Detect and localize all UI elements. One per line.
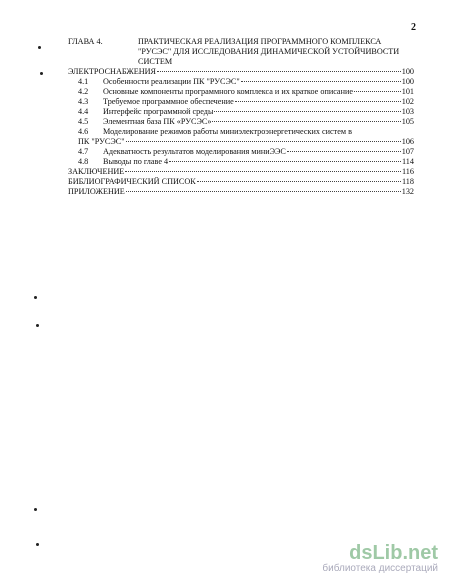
toc-row (68, 97, 414, 107)
dot-leader (212, 121, 400, 122)
chapter-title: ПРАКТИЧЕСКАЯ РЕАЛИЗАЦИЯ ПРОГРАММНОГО КОМПЛЕКСА "РУСЭС" ДЛЯ ИССЛЕДОВАНИЯ ДИНАМИЧЕСКОЙ УСТОЙЧИВОСТИ СИСТЕМ (138, 37, 400, 66)
toc-row (68, 117, 414, 127)
scan-speck (38, 46, 41, 49)
section-page: 106 (401, 137, 414, 146)
section-number: 4.6 (78, 127, 89, 136)
back-matter-page: 118 (402, 177, 414, 186)
toc-row-back-matter (68, 167, 414, 177)
scan-speck (40, 72, 43, 75)
section-page: 114 (402, 157, 414, 166)
scan-speck (36, 543, 39, 546)
scan-speck (34, 296, 37, 299)
chapter-number: ГЛАВА 4. (68, 37, 103, 46)
section-page: 102 (401, 97, 414, 106)
chapter-title-cont-text: ЭЛЕКТРОСНАБЖЕНИЯ (68, 67, 156, 76)
dot-leader (126, 191, 401, 192)
dot-leader (157, 71, 401, 72)
section-page: 101 (401, 87, 414, 96)
page-number: 2 (411, 22, 416, 33)
chapter-page: 100 (401, 67, 414, 76)
section-page: 100 (401, 77, 414, 86)
section-number: 4.3 (78, 97, 89, 106)
scan-speck (34, 508, 37, 511)
section-title: Основные компоненты программного комплекса и их краткое описание (103, 87, 353, 96)
dot-leader (235, 101, 401, 102)
toc-row (68, 107, 414, 117)
back-matter-page: 116 (402, 167, 414, 176)
dot-leader (169, 161, 401, 162)
back-matter-title: ЗАКЛЮЧЕНИЕ (68, 167, 125, 176)
dot-leader (214, 111, 400, 112)
back-matter-page: 132 (401, 187, 414, 196)
toc-row (68, 77, 414, 87)
back-matter-title: ПРИЛОЖЕНИЕ (68, 187, 125, 196)
toc-row (68, 147, 414, 157)
dot-leader (241, 81, 401, 82)
section-page: 105 (401, 117, 414, 126)
section-number: 4.4 (78, 107, 89, 116)
section-number: 4.5 (78, 117, 89, 126)
watermark (322, 543, 438, 574)
section-title: Интерфейс программной среды (103, 107, 214, 116)
toc-row (68, 87, 414, 97)
section-title-line1: Моделирование режимов работы миниэлектроэнергетических систем в (103, 127, 352, 136)
chapter-heading (68, 37, 414, 67)
dot-leader (197, 181, 401, 182)
toc-row (68, 157, 414, 167)
watermark-logo: dsLib.net (349, 542, 438, 564)
dot-leader (126, 141, 401, 142)
toc-row-back-matter (68, 187, 414, 197)
scan-speck (36, 324, 39, 327)
section-title: Адекватность результатов моделирования миниЭЭС (103, 147, 286, 156)
toc-row-back-matter (68, 177, 414, 187)
toc-row-wrapped (68, 127, 414, 147)
section-title: Особенности реализации ПК "РУСЭС" (103, 77, 240, 86)
table-of-contents (68, 37, 414, 197)
section-number: 4.2 (78, 87, 89, 96)
section-number: 4.8 (78, 157, 89, 166)
section-title: Требуемое программное обеспечение (103, 97, 234, 106)
dot-leader (287, 151, 401, 152)
section-title: Элементная база ПК «РУСЭС» (103, 117, 212, 126)
chapter-title-continuation (68, 67, 414, 77)
section-page: 107 (401, 147, 414, 156)
dot-leader (125, 171, 401, 172)
section-number: 4.7 (78, 147, 89, 156)
section-title: Выводы по главе 4 (103, 157, 169, 166)
back-matter-title: БИБЛИОГРАФИЧЕСКИЙ СПИСОК (68, 177, 196, 186)
section-title-line2: ПК "РУСЭС" (78, 137, 125, 146)
dot-leader (354, 91, 401, 92)
section-page: 103 (401, 107, 414, 116)
watermark-subtitle: библиотека диссертаций (322, 563, 438, 574)
section-number: 4.1 (78, 77, 89, 86)
